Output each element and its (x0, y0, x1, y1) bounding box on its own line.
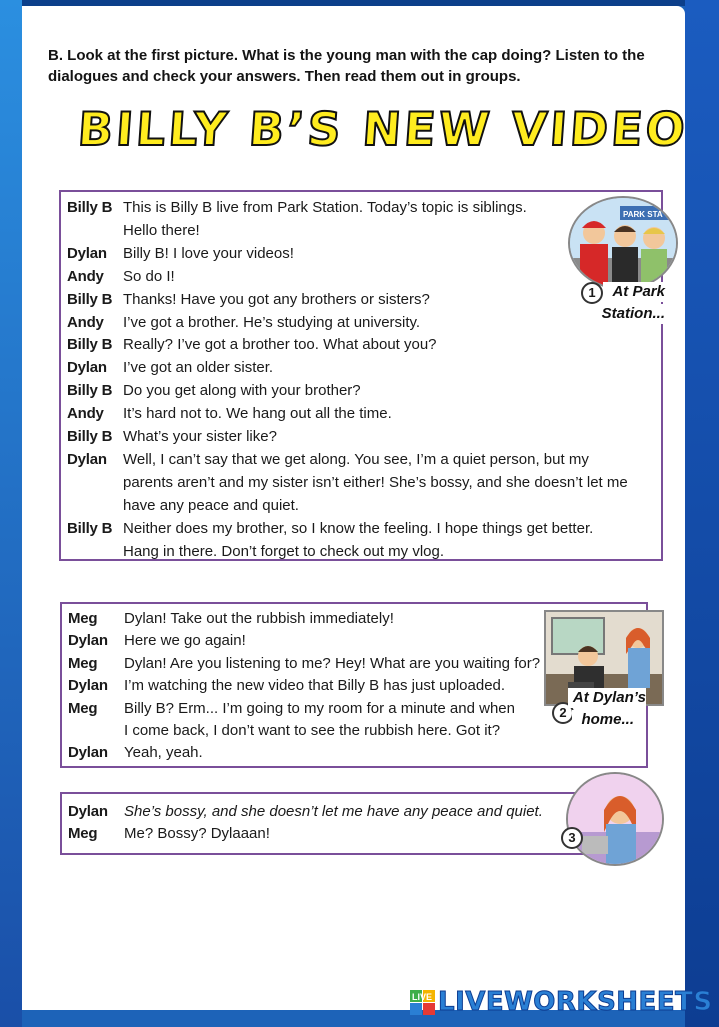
station-sign-text: PARK STA (623, 210, 663, 219)
speaker-name: Dylan (68, 803, 108, 820)
picture-meg-bossy (566, 772, 664, 866)
page-frame-left (0, 0, 22, 1027)
speaker-name: Dylan (68, 744, 108, 762)
dialogue-text: I’ve got a brother. He’s studying at university. (123, 313, 421, 331)
dialogue-text: I’m watching the new video that Billy B has just uploaded. (124, 677, 506, 695)
dialogue-text: Hello there! (123, 221, 200, 239)
liveworksheets-logo-icon (410, 990, 436, 1018)
dialogue-text: Well, I can’t say that we get along. You see, I’m a quiet person, but my (123, 450, 589, 468)
dialogue-text: What’s your sister like? (123, 428, 277, 445)
dialogue-text: Dylan! Are you listening to me? Hey! What are you waiting for? (124, 654, 541, 672)
meg-illustration (568, 774, 662, 864)
picture-2-caption (568, 688, 646, 708)
speaker-name: Billy B (67, 199, 113, 216)
dialogue-text: have any peace and quiet. (123, 496, 299, 514)
dialogue-text: So do I! (123, 267, 175, 285)
speaker-name: Billy B (67, 336, 113, 354)
logo-letter: LIVE (412, 992, 433, 1002)
dialogue-text: I’ve got an older sister. (123, 359, 274, 377)
dialogue-text: Yeah, yeah. (124, 744, 203, 762)
picture-2-caption-2 (572, 710, 634, 730)
dialogue-text: This is Billy B live from Park Station. Today’s topic is siblings. (123, 199, 527, 216)
dialogue-text: Hang in there. Don’t forget to check out my vlog. (123, 542, 444, 560)
speaker-name: Dylan (67, 244, 107, 262)
speaker-name: Billy B (67, 382, 113, 400)
liveworksheets-logo[interactable] (410, 986, 713, 1020)
liveworksheets-logo-text: LIVEWORKSHEETS (438, 987, 713, 1017)
title-banner (62, 96, 690, 166)
speaker-name: Meg (68, 610, 98, 627)
speaker-name: Dylan (68, 632, 108, 650)
speaker-name: Andy (67, 267, 104, 285)
picture-number-1: 1 (581, 282, 603, 304)
dialogue-text: Billy B! I love your videos! (123, 244, 294, 262)
picture-number-2: 2 (552, 702, 574, 724)
speaker-name: Dylan (67, 450, 107, 468)
speaker-name: Billy B (67, 290, 113, 308)
caption-line: At Dylan’s (572, 689, 646, 706)
speaker-name: Dylan (68, 677, 108, 695)
speaker-name: Andy (67, 405, 104, 423)
speaker-name: Andy (67, 313, 104, 331)
picture-number-3: 3 (561, 827, 583, 849)
page-frame-right (685, 0, 719, 1027)
dialogue-text: Do you get along with your brother? (123, 382, 361, 400)
dialogue-text: Really? I’ve got a brother too. What about you? (123, 336, 437, 354)
speaker-name: Meg (68, 654, 98, 672)
caption-line: At Park (612, 283, 665, 300)
caption-line: Station... (601, 305, 665, 322)
speaker-name: Billy B (67, 428, 113, 445)
dialogue-text: I come back, I don’t want to see the rubbish here. Got it? (124, 722, 501, 739)
speaker-name: Meg (68, 825, 98, 843)
park-station-illustration (570, 198, 676, 288)
speaker-name: Billy B (67, 519, 113, 537)
caption-line: home... (581, 711, 634, 728)
dialogue-text: Thanks! Have you got any brothers or sisters? (123, 290, 430, 308)
speaker-name: Meg (68, 699, 98, 717)
dialogue-text: Here we go again! (124, 632, 246, 650)
picture-park-station (568, 196, 678, 290)
instruction-text: B. Look at the first picture. What is the young man with the cap doing? Listen to the dialogues and check your answers. Then read them out in groups. (48, 47, 645, 85)
dialogue-text: Neither does my brother, so I know the feeling. I hope things get better. (123, 519, 594, 537)
page-title: BILLY B’S NEW VIDEO (76, 102, 690, 156)
speaker-name: Dylan (67, 359, 107, 377)
picture-1-caption (603, 282, 665, 302)
dialogue-text: Billy B? Erm... I’m going to my room for a minute and when (124, 699, 515, 717)
dialogue-text: parents aren’t and my sister isn’t either! She’s bossy, and she doesn’t let me (123, 473, 628, 491)
dialogue-text: Me? Bossy? Dylaaan! (124, 825, 270, 843)
dialogue-text: Dylan! Take out the rubbish immediately! (124, 610, 394, 627)
picture-1-caption-2 (590, 304, 665, 324)
dialogue-text: She’s bossy, and she doesn’t let me have any peace and quiet. (124, 803, 543, 820)
dialogue-text: It’s hard not to. We hang out all the time. (123, 405, 392, 423)
